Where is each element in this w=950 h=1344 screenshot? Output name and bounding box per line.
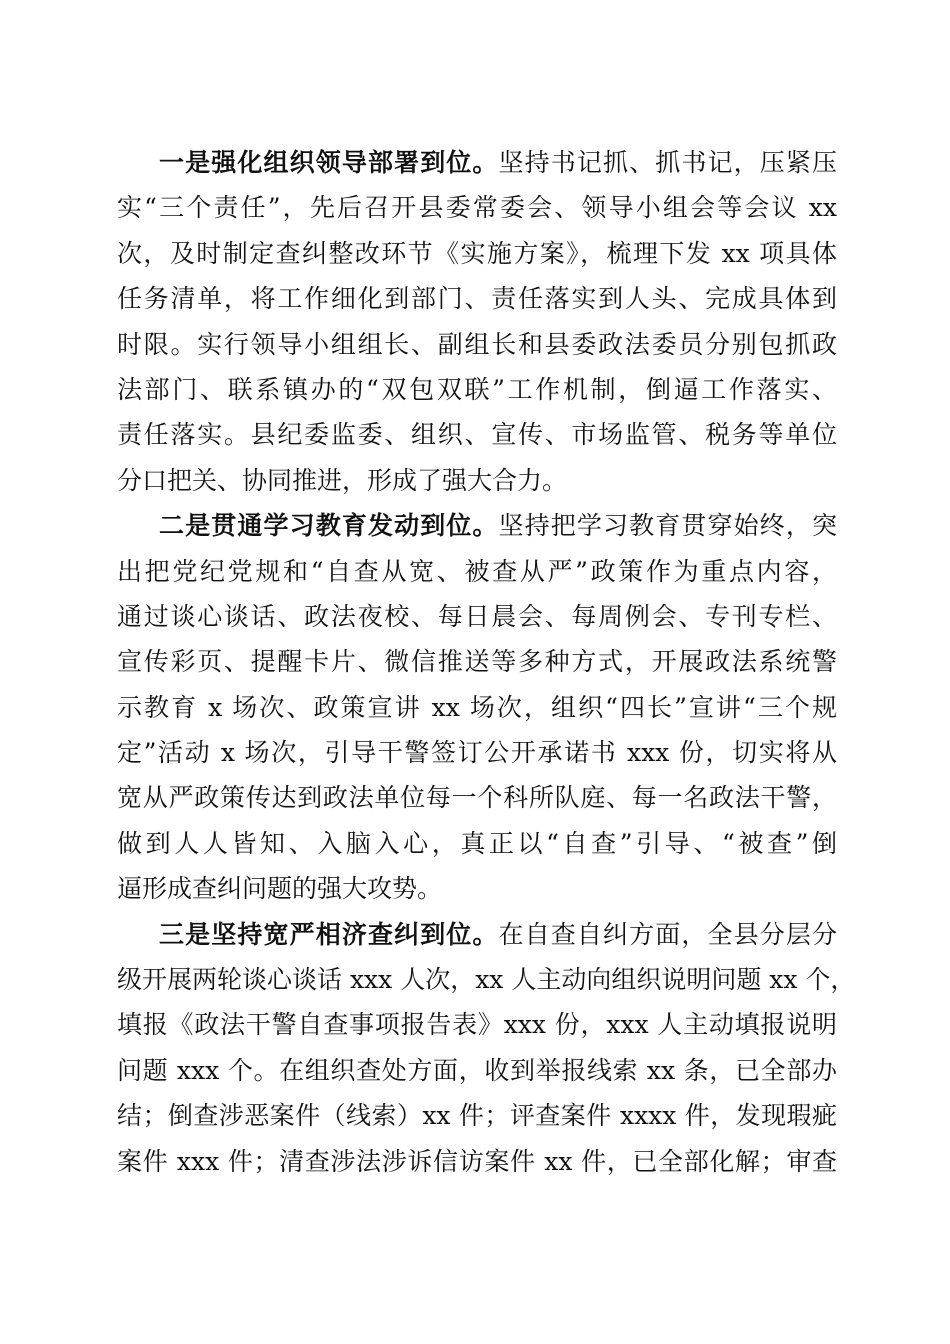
paragraph-text: 坚持书记抓、抓书记，压紧压 [498,148,837,177]
paragraph-line: 宣传彩页、提醒卡片、微信推送等多种方式，开展政法系统警 [117,647,837,677]
paragraph-3 [117,912,856,1184]
paragraph-text: 坚持把学习教育贯穿始终，突 [498,511,837,541]
paragraph-line [117,912,837,957]
paragraph-line: 宽从严政策传达到政法单位每一个科所队庭、每一名政法干警， [117,783,837,813]
paragraph-lead: 三是坚持宽严相济查纠到位。 [159,919,499,949]
paragraph-line: 出把党纪党规和“自查从宽、被查从严”政策作为重点内容， [117,556,837,586]
document-body [117,140,856,1184]
paragraph-line: 责任落实。县纪委监委、组织、宣传、市场监管、税务等单位 [117,420,837,450]
paragraph-line: 级开展两轮谈心谈话 xxx 人次，xx 人主动向组织说明问题 xx 个， [117,965,856,995]
paragraph-line: 做到人人皆知、入脑入心，真正以“自查”引导、“被查”倒 [117,828,837,858]
paragraph-line: 法部门、联系镇办的“双包双联”工作机制，倒逼工作落实、 [117,374,837,404]
paragraph-lead: 二是贯通学习教育发动到位。 [159,511,499,541]
paragraph-2 [117,503,837,912]
paragraph-line: 结；倒查涉恶案件（线索）xx 件；评查案件 xxxx 件，发现瑕疵 [117,1101,837,1131]
paragraph-line [117,503,837,548]
paragraph-line: 次，及时制定查纠整改环节《实施方案》，梳理下发 xx 项具体 [117,238,837,268]
paragraph-line: 逼形成查纠问题的强大攻势。 [117,874,443,904]
paragraph-text: 在自查自纠方面，全县分层分 [498,919,837,949]
paragraph-line: 填报《政法干警自查事项报告表》xxx 份，xxx 人主动填报说明 [117,1010,837,1040]
paragraph-line: 问题 xxx 个。在组织查处方面，收到举报线索 xx 条，已全部办 [117,1055,837,1085]
paragraph-line: 时限。实行领导小组组长、副组长和县委政法委员分别包抓政 [117,329,837,359]
paragraph-1 [117,140,837,503]
paragraph-line: 实“三个责任”，先后召开县委常委会、领导小组会等会议 xx [117,193,837,223]
paragraph-line: 分口把关、协同推进，形成了强大合力。 [117,465,568,495]
paragraph-line: 任务清单，将工作细化到部门、责任落实到人头、完成具体到 [117,284,837,314]
paragraph-line: 示教育 x 场次、政策宣讲 xx 场次，组织“四长”宣讲“三个规 [117,692,837,722]
paragraph-line: 案件 xxx 件；清查涉法涉诉信访案件 xx 件，已全部化解；审查 [117,1146,837,1176]
paragraph-line: 定”活动 x 场次，引导干警签订公开承诺书 xxx 份，切实将从 [117,738,837,768]
paragraph-lead: 一是强化组织领导部署到位。 [159,148,499,177]
paragraph-line: 通过谈心谈话、政法夜校、每日晨会、每周例会、专刊专栏、 [117,601,837,631]
paragraph-line [117,140,837,185]
